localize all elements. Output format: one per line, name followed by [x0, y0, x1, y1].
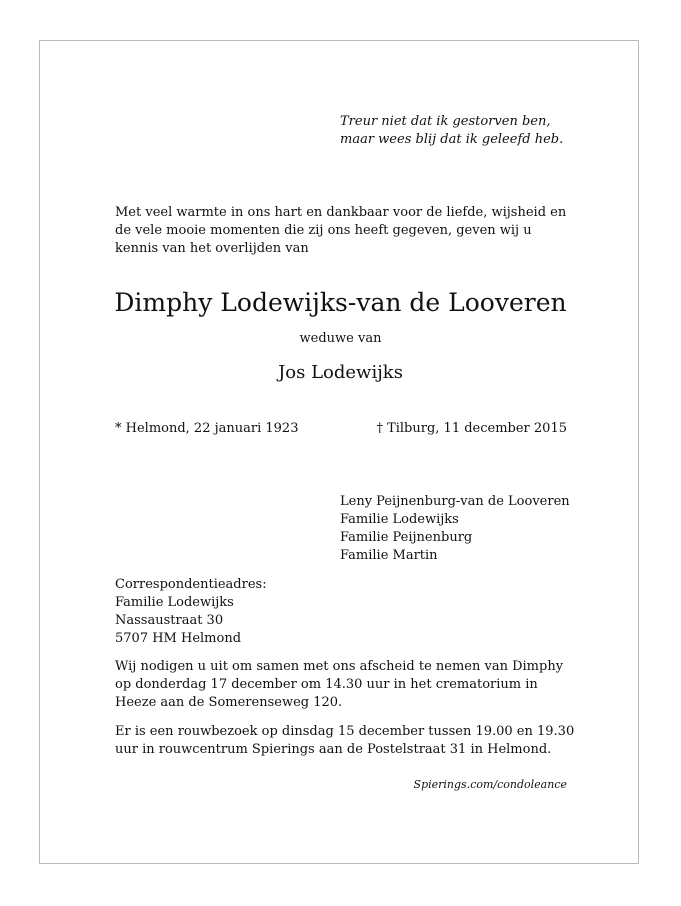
address-line-1: Familie Lodewijks	[115, 595, 234, 610]
family-member: Familie Peijnenburg	[340, 530, 473, 545]
spouse-name: Jos Lodewijks	[278, 362, 403, 383]
poem	[340, 113, 563, 149]
family-member: Leny Peijnenburg-van de Looveren	[340, 494, 570, 509]
intro-text: Met veel warmte in ons hart en dankbaar voor de liefde, wijsheid en de vele mooie momenten die zij ons heeft gegeven, geven wij u kennis van het overlijden van	[115, 205, 567, 256]
correspondence-address	[115, 576, 267, 648]
address-line-2: Nassaustraat 30	[115, 613, 224, 628]
deceased-name: Dimphy Lodewijks-van de Looveren	[114, 288, 567, 317]
correspondence-heading: Correspondentieadres:	[115, 577, 267, 592]
family-member: Familie Lodewijks	[340, 512, 459, 527]
address-line-3: 5707 HM Helmond	[115, 631, 242, 646]
birth-info: * Helmond, 22 januari 1923	[115, 421, 299, 436]
condolence-website: Spierings.com/condoleance	[413, 778, 567, 791]
death-info: † Tilburg, 11 december 2015	[376, 421, 567, 436]
poem-line-1: Treur niet dat ik gestorven ben,	[340, 114, 551, 129]
poem-line-2: maar wees blij dat ik geleefd heb.	[340, 132, 564, 147]
family-list	[340, 493, 570, 565]
widow-of-label: weduwe van	[299, 331, 382, 346]
visitation-paragraph: Er is een rouwbezoek op dinsdag 15 december tussen 19.00 en 19.30 uur in rouwcentrum Spierings aan de Postelstraat 31 in Helmond.	[115, 724, 575, 757]
farewell-paragraph: Wij nodigen u uit om samen met ons afscheid te nemen van Dimphy op donderdag 17 december om 14.30 uur in het crematorium in Heeze aan de Somerenseweg 120.	[115, 659, 564, 710]
family-member: Familie Martin	[340, 548, 438, 563]
